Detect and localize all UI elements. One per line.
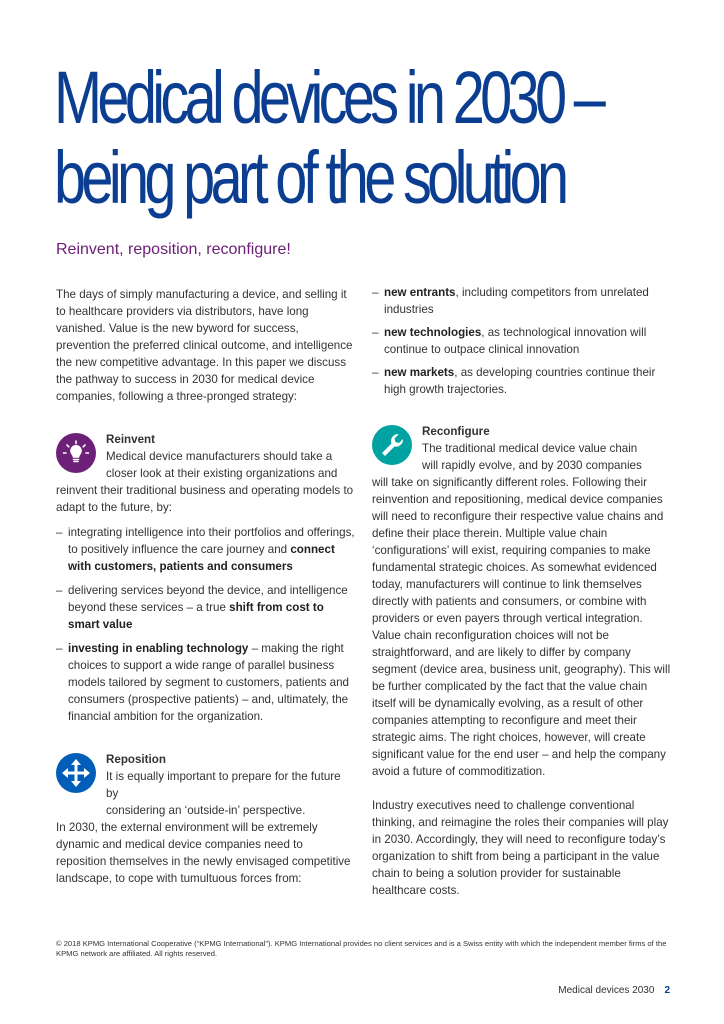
reinvent-bullet-list <box>56 524 356 725</box>
reconfigure-line-1: The traditional medical device value chain <box>422 442 638 455</box>
intro-paragraph: The days of simply manufacturing a device, and selling it to healthcare providers via distributors, have long vanished. Value is the new byword for success, prevention the preferred clinical outcome, and intelligence the new competitive advantage. In this paper we discuss the pathway to success in 2030 for medical device companies, following a three-pronged strategy: <box>56 288 353 403</box>
reconfigure-section <box>372 423 672 780</box>
reconfigure-heading: Reconfigure <box>422 425 490 438</box>
bullet-bold-text: investing in enabling technology <box>68 642 249 655</box>
dash-mark: – <box>56 526 63 539</box>
bullet-bold-text: shift from cost to smart value <box>68 601 324 631</box>
reposition-heading: Reposition <box>106 753 166 766</box>
page-title <box>54 56 602 219</box>
copyright-notice: © 2018 KPMG International Cooperative (“KPMG International”). KPMG International provides no client services and is a Swiss entity with which the independent member firms of the KPMG network are affiliated. All rights reserved. <box>56 939 667 958</box>
page-footer <box>558 985 670 996</box>
bullet-bold-text: connect with customers, patients and consumers <box>68 543 335 573</box>
closing-paragraph: Industry executives need to challenge conventional thinking, and reimagine the roles their companies will play in 2030. Accordingly, they will need to reconfigure today’s organization to shift from being a participant in the value chain to being a solution provider for sustainable healthcare costs. <box>372 799 669 897</box>
bullet-text: – making the right choices to support a wide range of parallel business models tailored by segment to customers, patients and consumers (prospective patients) – and, ultimately, the financial ambition for the organization. <box>68 642 349 723</box>
list-item <box>372 364 672 398</box>
reinvent-heading: Reinvent <box>106 433 155 446</box>
reposition-text: In 2030, the external environment will be extremely dynamic and medical device companies need to reposition themselves in the newly envisaged competitive landscape, to cope with tumultuous forces from: <box>56 821 351 885</box>
bullet-bold-text: new entrants <box>384 286 456 299</box>
list-item <box>56 524 356 575</box>
bullet-bold-text: new technologies <box>384 326 482 339</box>
reconfigure-text: will take on significantly different roles. Following their reinvention and repositioning, medical device companies will need to reconfigure their respective value chains and define their place therein. Multiple value chain ‘configurations’ will exist, requiring companies to make fundamental strategic choices. As somewhat evidenced today, manufacturers will continue to link themselves directly with patients and consumers, or combine with providers or even payers through vertical integration. Value chain reconfiguration choices will not be straightforward, and are likely to differ by company segment (device area, business unit, geography). This will be further complicated by the fact that the value chain itself will be dynamically evolving, as a result of other companies attempting to reconfigure and meet their strategic aims. The right choices, however, will create significant value for the end user – and help the company avoid a future of commoditization. <box>372 476 671 778</box>
page-title-line-2: being part of the solution <box>54 136 565 219</box>
dash-mark: – <box>372 286 379 299</box>
dash-mark: – <box>372 326 379 339</box>
left-column <box>56 286 356 887</box>
lightbulb-icon <box>56 433 96 473</box>
forces-list <box>372 284 672 398</box>
dash-mark: – <box>56 642 63 655</box>
bullet-text: , as technological innovation will continue to outpace clinical innovation <box>384 326 647 356</box>
page-subtitle: Reinvent, reposition, reconfigure! <box>56 241 291 258</box>
page-title-line-1: Medical devices in 2030 – <box>54 56 602 139</box>
reconfigure-line-2: will rapidly evolve, and by 2030 companies <box>422 459 642 472</box>
reinvent-line-2: closer look at their existing organizations and <box>106 467 338 480</box>
list-item <box>56 640 356 725</box>
reinvent-section <box>56 431 356 516</box>
right-column <box>372 284 672 899</box>
page-number: 2 <box>664 985 670 996</box>
reinvent-line-1: Medical device manufacturers should take a <box>106 450 333 463</box>
wrench-icon <box>372 425 412 465</box>
reposition-section <box>56 751 356 887</box>
bullet-bold-text: new markets <box>384 366 455 379</box>
reposition-line-2: considering an ‘outside-in’ perspective. <box>106 804 306 817</box>
dash-mark: – <box>372 366 379 379</box>
reposition-line-1: It is equally important to prepare for the future by <box>106 770 341 800</box>
dash-mark: – <box>56 584 63 597</box>
list-item <box>372 284 672 318</box>
list-item <box>56 582 356 633</box>
list-item <box>372 324 672 358</box>
bullet-text: integrating intelligence into their portfolios and offerings, to positively influence the care journey and <box>68 526 355 556</box>
arrows-expand-icon <box>56 753 96 793</box>
reinvent-text: reinvent their traditional business and operating models to adapt to the future, by: <box>56 484 354 514</box>
document-title: Medical devices 2030 <box>558 985 655 996</box>
bullet-text: delivering services beyond the device, and intelligence beyond these services – a true <box>68 584 348 614</box>
bullet-text: , including competitors from unrelated industries <box>384 286 649 316</box>
bullet-text: , as developing countries continue their high growth trajectories. <box>384 366 656 396</box>
